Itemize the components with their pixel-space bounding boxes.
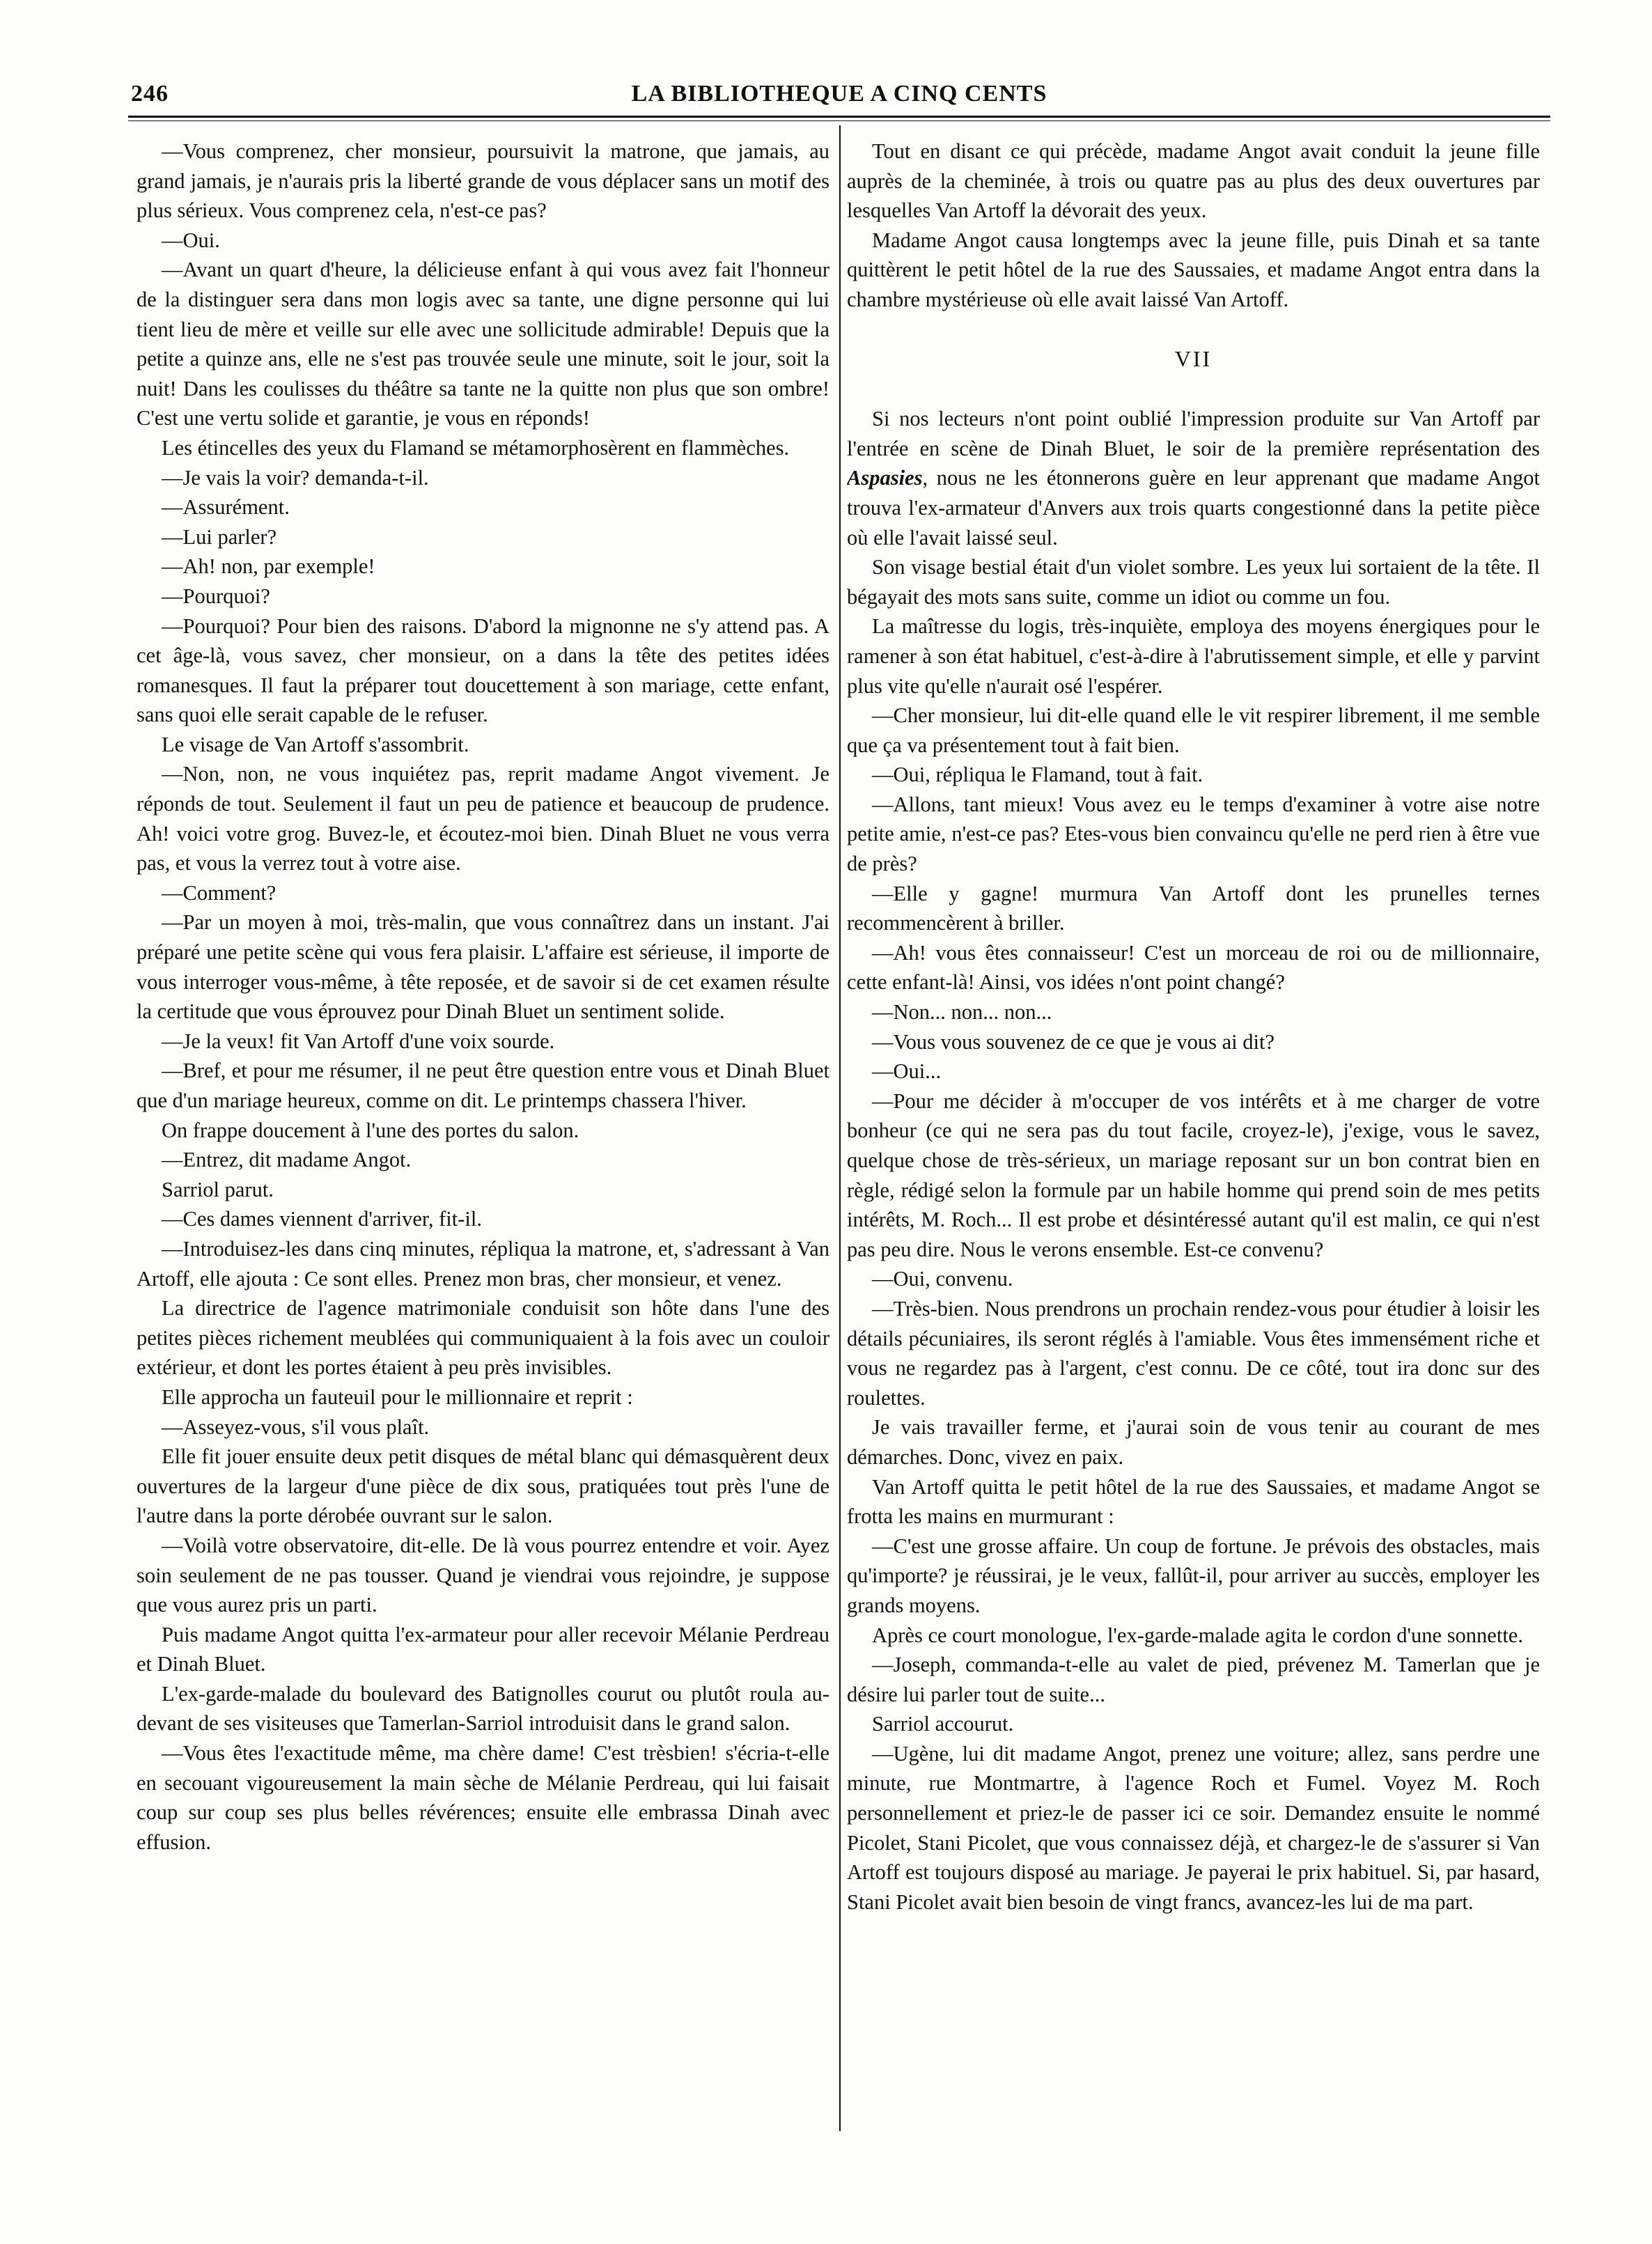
paragraph: Après ce court monologue, l'ex-garde-malade agita le cordon d'une sonnette.: [872, 1623, 1523, 1647]
paragraph: —Asseyez-vous, s'il vous plaît.: [162, 1415, 430, 1439]
paragraph: —Ah! vous êtes connaisseur! C'est un morceau de roi ou de millionnaire, cette enfant-là! Ainsi, vos idées n'ont point changé?: [847, 940, 1540, 995]
paragraph: —Non... non... non...: [872, 1000, 1052, 1024]
paragraph: —Je la veux! fit Van Artoff d'une voix sourde.: [162, 1029, 555, 1053]
paragraph: —Très-bien. Nous prendrons un prochain rendez-vous pour étudier à loisir les détails pécuniaires, ils seront réglés à l'amiable. Vous êtes immensément riche et vous ne regardez pas à l'argent, c'est connu. De ce côté, tout ira donc sur des roulettes.: [847, 1296, 1540, 1410]
paragraph: —Introduisez-les dans cinq minutes, répliqua la matrone, et, s'adressant à Van Artoff, elle ajouta : Ce sont elles. Prenez mon bras, cher monsieur, et venez.: [137, 1236, 829, 1291]
paragraph: [847, 404, 1540, 552]
paragraph: —Par un moyen à moi, très-malin, que vous connaîtrez dans un instant. J'ai préparé une petite scène qui vous fera plaisir. L'affaire est sérieuse, il importe de vous interroger vous-même, à tête reposée, et de savoir si de cet examen résulte la certitude que vous éprouvez pour Dinah Bluet un sentiment solide.: [137, 910, 829, 1024]
paragraph: —Ah! non, par exemple!: [162, 554, 375, 579]
paragraph: —Pourquoi?: [162, 584, 270, 608]
paragraph: La directrice de l'agence matrimoniale conduisit son hôte dans l'une des petites pièces richement meublées qui communiquaient à la fois avec un couloir extérieur, et dont les portes étaient à peu près invisibles.: [137, 1296, 829, 1380]
paragraph: —Joseph, commanda-t-elle au valet de pied, prévenez M. Tamerlan que je désire lui parler tout de suite...: [847, 1653, 1540, 1706]
paragraph: —Pour me décider à m'occuper de vos intérêts et à me charger de votre bonheur (ce qui ne sera pas du tout facile, croyez-le), j'exige, vous le savez, quelque chose de très-sérieux, un mariage reposant sur un bon contrat bien en règle, rédigé selon la formule par un habile homme qui prend soin de mes petits intérêts, M. Roch... Il est probe et désintéressé autant qu'il est malin, ce qui n'est pas peu dire. Nous le verons ensemble. Est-ce convenu?: [847, 1089, 1540, 1261]
column-divider: [839, 125, 841, 2131]
paragraph: —Cher monsieur, lui dit-elle quand elle le vit respirer librement, il me semble que ça va présentement tout à fait bien.: [847, 703, 1540, 757]
chapter-heading: VII: [1174, 345, 1213, 371]
paragraph: —Voilà votre observatoire, dit-elle. De là vous pourrez entendre et voir. Ayez soin seulement de ne pas tousser. Quand je viendrai vous rejoindre, je suppose que vous aurez pris un parti.: [137, 1533, 829, 1617]
paragraph: —Oui...: [872, 1059, 942, 1084]
paragraph: Elle fit jouer ensuite deux petit disques de métal blanc qui démasquèrent deux ouvertures de la largeur d'une pièce de dix sous, pratiquées tout près l'une de l'autre dans la porte dérobée ouvrant sur le salon.: [137, 1444, 829, 1528]
paragraph: Je vais travailler ferme, et j'aurai soin de vous tenir au courant de mes démarches. Donc, vivez en paix.: [847, 1415, 1540, 1469]
paragraph: Le visage de Van Artoff s'assombrit.: [162, 732, 469, 756]
paragraph: —Assurément.: [162, 495, 290, 520]
paragraph-text: Si nos lecteurs n'ont point oublié l'impression produite sur Van Artoff par l'entrée en scène de Dinah Bluet, le soir de la première représentation des: [847, 407, 1540, 460]
paragraph: —Oui.: [162, 228, 220, 252]
paragraph: Elle approcha un fauteuil pour le millionnaire et reprit :: [162, 1385, 633, 1409]
page-number: 246: [131, 81, 169, 107]
paragraph: Puis madame Angot quitta l'ex-armateur pour aller recevoir Mélanie Perdreau et Dinah Bluet.: [137, 1622, 829, 1676]
paragraph: —Ugène, lui dit madame Angot, prenez une voiture; allez, sans perdre une minute, rue Montmartre, à l'agence Roch et Fumel. Voyez M. Roch personnellement et priez-le de passer ici ce soir. Demandez ensuite le nommé Picolet, Stani Picolet, que vous connaissez déjà, et chargez-le de s'assurer si Van Artoff est toujours disposé au mariage. Je payerai le prix habituel. Si, par hasard, Stani Picolet avait bien besoin de vingt francs, avancez-les lui de ma part.: [847, 1741, 1540, 1914]
paragraph: —C'est une grosse affaire. Un coup de fortune. Je prévois des obstacles, mais qu'importe? je réussirai, je le veux, fallût-il, pour arriver au succès, employer les grands moyens.: [847, 1534, 1540, 1617]
paragraph: —Non, non, ne vous inquiétez pas, reprit madame Angot vivement. Je réponds de tout. Seulement il faut un peu de patience et beaucoup de prudence. Ah! voici votre grog. Buvez-le, et écoutez-moi bien. Dinah Bluet ne vous verra pas, et vous la verrez tout à votre aise.: [137, 762, 829, 875]
page-header: [128, 77, 1550, 118]
paragraph: —Elle y gagne! murmura Van Artoff dont les prunelles ternes recommencèrent à briller.: [847, 881, 1540, 935]
header-rule-thin: [128, 120, 1550, 121]
paragraph: —Vous comprenez, cher monsieur, poursuivit la matrone, que jamais, au grand jamais, je n'aurais pris la liberté grande de vous déplacer sans un motif des plus sérieux. Vous comprenez cela, n'est-ce pas?: [137, 139, 829, 223]
paragraph: Son visage bestial était d'un violet sombre. Les yeux lui sortaient de la tête. Il bégayait des mots sans suite, comme un idiot ou comme un fou.: [847, 555, 1540, 609]
paragraph: Les étincelles des yeux du Flamand se métamorphosèrent en flammèches.: [162, 435, 790, 460]
paragraph: Madame Angot causa longtemps avec la jeune fille, puis Dinah et sa tante quittèrent le petit hôtel de la rue des Saussaies, et madame Angot entra dans la chambre mystérieuse où elle avait laissé Van Artoff.: [847, 228, 1540, 311]
paragraph: —Vous êtes l'exactitude même, ma chère dame! C'est trèsbien! s'écria-t-elle en secouant vigoureusement la main sèche de Mélanie Perdreau, qui lui faisait coup sur coup ses plus belles révérences; ensuite elle embrassa Dinah avec effusion.: [137, 1741, 829, 1854]
paragraph: —Allons, tant mieux! Vous avez eu le temps d'examiner à votre aise notre petite amie, n'est-ce pas? Etes-vous bien convaincu qu'elle ne perd rien à être vue de près?: [847, 792, 1540, 876]
paragraph: —Entrez, dit madame Angot.: [162, 1148, 412, 1172]
paragraph: Van Artoff quitta le petit hôtel de la rue des Saussaies, et madame Angot se frotta les mains en murmurant :: [847, 1474, 1540, 1529]
paragraph: —Ces dames viennent d'arriver, fit-il.: [162, 1207, 482, 1231]
paragraph: —Pourquoi? Pour bien des raisons. D'abord la mignonne ne s'y attend pas. A cet âge-là, vous savez, cher monsieur, on a dans la tête des petites idées romanesques. Il faut la préparer tout doucettement à son mariage, cette enfant, sans quoi elle serait capable de le refuser.: [137, 614, 829, 727]
header-rule: [128, 116, 1550, 118]
left-column: [137, 137, 829, 2128]
right-column-body: [847, 552, 1540, 1917]
right-column: [847, 137, 1540, 2128]
right-column-intro: [847, 137, 1540, 315]
paragraph: —Avant un quart d'heure, la délicieuse enfant à qui vous avez fait l'honneur de la distinguer sera dans mon logis avec sa tante, une digne personne qui lui tient lieu de mère et veille sur elle avec une sollicitude admirable! Depuis que la petite a quinze ans, elle ne s'est pas trouvée seule une minute, soit le jour, soit la nuit! Dans les coulisses du théâtre sa tante ne la quitte non plus que son ombre! C'est une vertu solide et garantie, je vous en réponds!: [137, 258, 829, 430]
paragraph: —Je vais la voir? demanda-t-il.: [162, 465, 429, 490]
paragraph: —Bref, et pour me résumer, il ne peut être question entre vous et Dinah Bluet que d'un mariage heureux, comme on dit. Le printemps chassera l'hiver.: [137, 1059, 829, 1112]
paragraph: —Vous vous souvenez de ce que je vous ai dit?: [872, 1029, 1275, 1054]
paragraph: Tout en disant ce qui précède, madame Angot avait conduit la jeune fille auprès de la cheminée, à trois ou quatre pas au plus des deux ouvertures par lesquelles Van Artoff la dévorait des yeux.: [847, 139, 1540, 223]
paragraph-text: , nous ne les étonnerons guère en leur apprenant que madame Angot trouva l'ex-armateur d'Anvers aux trois quarts congestionné dans la petite pièce où elle l'avait laissé seul.: [847, 466, 1540, 550]
running-title: LA BIBLIOTHEQUE A CINQ CENTS: [631, 81, 1047, 107]
paragraph: —Lui parler?: [162, 524, 277, 549]
paragraph: —Oui, répliqua le Flamand, tout à fait.: [872, 763, 1203, 787]
play-title: Aspasies: [847, 466, 923, 490]
paragraph: Sarriol parut.: [162, 1177, 274, 1201]
paragraph: —Oui, convenu.: [872, 1267, 1013, 1291]
paragraph: —Comment?: [162, 880, 276, 905]
paragraph: L'ex-garde-malade du boulevard des Batignolles courut ou plutôt roula au-devant de ses visiteuses que Tamerlan-Sarriol introduisit dans le grand salon.: [137, 1681, 829, 1736]
paragraph: Sarriol accourut.: [872, 1712, 1014, 1736]
paragraph: La maîtresse du logis, très-inquiète, employa des moyens énergiques pour le ramener à son état habituel, c'est-à-dire à l'abrutissement simple, et elle y parvint plus vite qu'elle n'aurait osé l'espérer.: [847, 614, 1540, 698]
paragraph: On frappe doucement à l'une des portes du salon.: [162, 1118, 579, 1142]
